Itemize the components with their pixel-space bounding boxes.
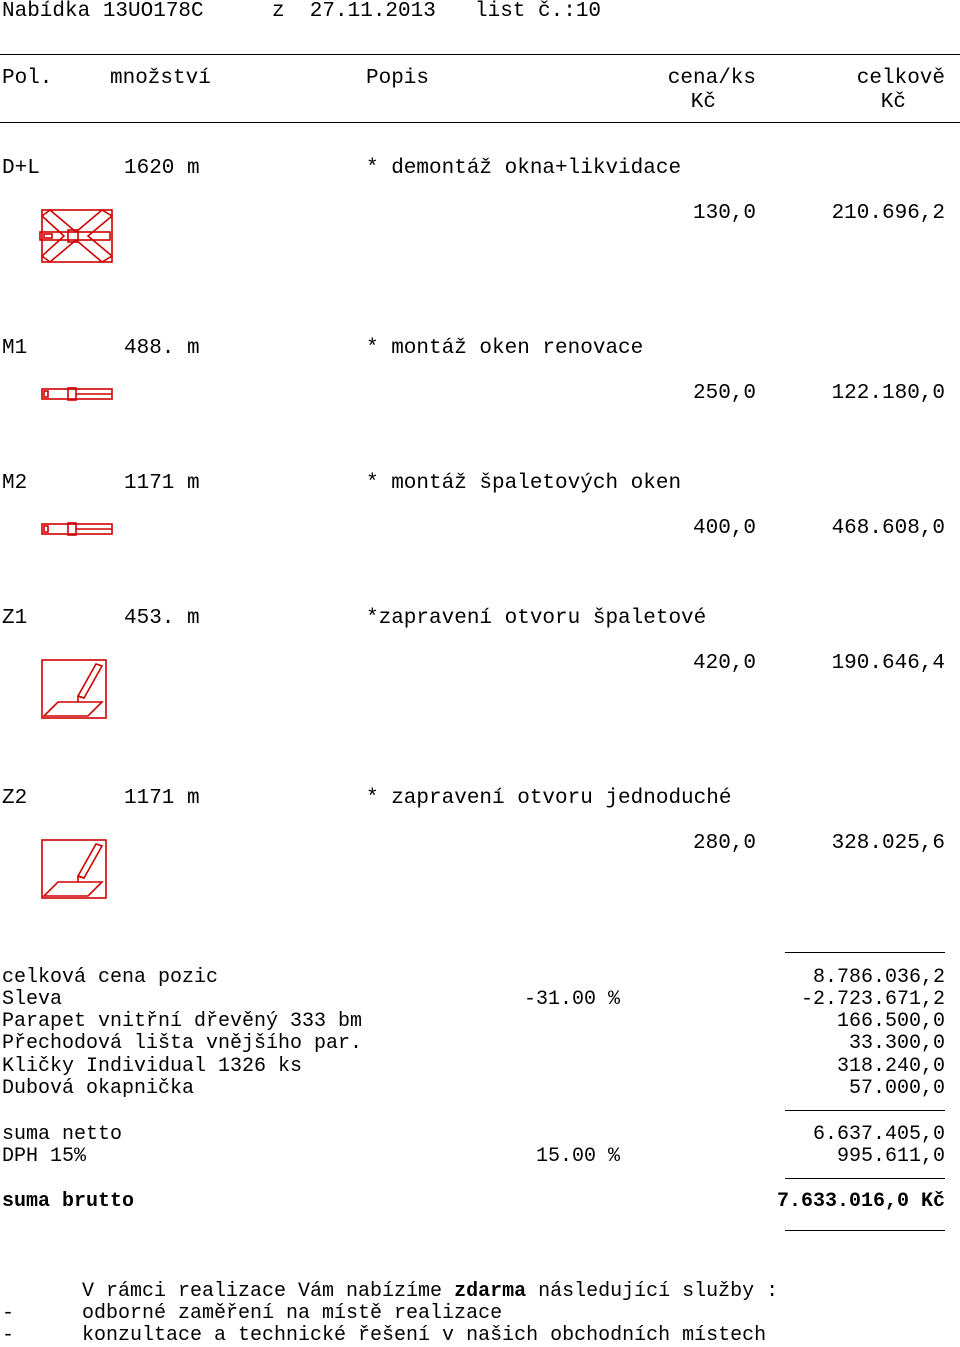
item-total: 190.646,4 (831, 652, 945, 675)
columns-rule (0, 122, 960, 123)
sheet-number: list č.:10 (475, 0, 602, 23)
discount-label: Sleva (2, 988, 63, 1011)
gross-rule (785, 1178, 945, 1179)
item-total: 210.696,2 (831, 202, 945, 225)
net-label: suma netto (2, 1123, 123, 1146)
item-desc: * zapravení otvoru jednoduché (366, 787, 732, 810)
item-total: 468.608,0 (831, 517, 945, 540)
footer-intro (82, 1281, 778, 1303)
col-unit-price-currency: Kč (690, 91, 716, 114)
service-bullet: - (2, 1324, 15, 1347)
extra-value: 33.300,0 (848, 1032, 945, 1055)
footer-intro-text: V rámci realizace Vám nabízíme (82, 1280, 455, 1303)
col-total-currency: Kč (880, 91, 906, 114)
trowel-plaster-icon (40, 838, 108, 900)
col-total: celkově (856, 67, 945, 90)
service-bullet: - (2, 1302, 15, 1325)
footer-intro-end: následující služby : (526, 1280, 779, 1303)
summary-rule (785, 952, 945, 953)
col-unit-price: cena/ks (667, 67, 756, 90)
item-total: 122.180,0 (831, 382, 945, 405)
extra-value: 57.000,0 (848, 1077, 945, 1100)
extra-value: 166.500,0 (836, 1010, 945, 1033)
item-qty: 1171 m (124, 787, 200, 810)
item-unit-price: 420,0 (692, 652, 756, 675)
trowel-plaster-icon (40, 658, 108, 720)
item-qty: 1171 m (124, 472, 200, 495)
extra-value: 318.240,0 (836, 1055, 945, 1078)
extra-label: Kličky Individual 1326 ks (2, 1055, 303, 1078)
demolition-window-icon (38, 206, 116, 266)
col-qty: množství (110, 67, 211, 90)
header-rule (0, 54, 960, 55)
window-frame-icon (40, 386, 114, 402)
gross-value: 7.633.016,0 Kč (776, 1190, 945, 1213)
item-desc: *zapravení otvoru špaletové (366, 607, 707, 630)
discount-value: -2.723.671,2 (800, 988, 945, 1011)
item-desc: * montáž špaletových oken (366, 472, 682, 495)
item-qty: 453. m (124, 607, 200, 630)
item-desc: * montáž oken renovace (366, 337, 644, 360)
item-unit-price: 250,0 (692, 382, 756, 405)
item-total: 328.025,6 (831, 832, 945, 855)
col-pol: Pol. (2, 67, 53, 90)
footer-intro-free: zdarma (454, 1280, 527, 1303)
item-pol: Z2 (2, 787, 28, 810)
net-rule (785, 1110, 945, 1111)
item-pol: M1 (2, 337, 28, 360)
item-unit-price: 280,0 (692, 832, 756, 855)
item-pol: D+L (2, 157, 40, 180)
item-qty: 488. m (124, 337, 200, 360)
total-positions-label: celková cena pozic (2, 966, 219, 989)
item-unit-price: 130,0 (692, 202, 756, 225)
service-item: konzultace a technické řešení v našich obchodních místech (82, 1324, 767, 1347)
discount-percent: -31.00 % (523, 988, 620, 1011)
col-desc: Popis (366, 67, 430, 90)
offer-number: Nabídka 13UO178C (2, 0, 204, 23)
window-frame-icon (40, 521, 114, 537)
item-qty: 1620 m (124, 157, 200, 180)
gross-label: suma brutto (2, 1190, 135, 1213)
item-desc: * demontáž okna+likvidace (366, 157, 682, 180)
extra-label: Parapet vnitřní dřevěný 333 bm (2, 1010, 363, 1033)
vat-label: DPH 15% (2, 1145, 87, 1168)
vat-percent: 15.00 % (535, 1145, 620, 1168)
item-pol: M2 (2, 472, 28, 495)
service-item: odborné zaměření na místě realizace (82, 1302, 503, 1325)
extra-label: Přechodová lišta vnějšího par. (2, 1032, 363, 1055)
net-value: 6.637.405,0 (812, 1123, 945, 1146)
vat-value: 995.611,0 (836, 1145, 945, 1168)
gross-underline (785, 1230, 945, 1231)
offer-date: z 27.11.2013 (272, 0, 436, 23)
item-unit-price: 400,0 (692, 517, 756, 540)
item-pol: Z1 (2, 607, 28, 630)
total-positions-value: 8.786.036,2 (812, 966, 945, 989)
extra-label: Dubová okapnička (2, 1077, 195, 1100)
